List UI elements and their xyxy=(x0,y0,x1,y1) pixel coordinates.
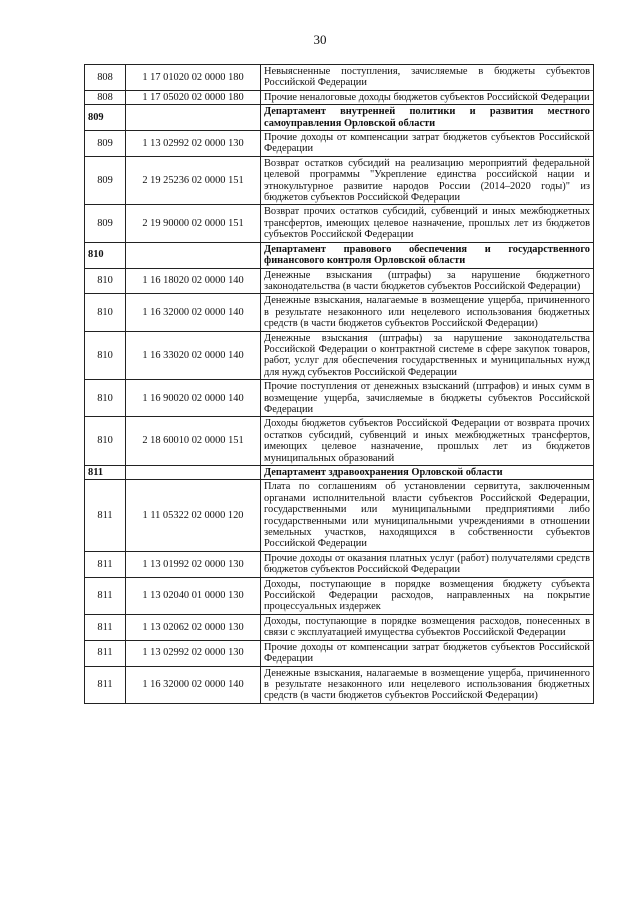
table-row xyxy=(85,666,594,703)
revenue-name-cell: Доходы, поступающие в порядке возмещения бюджету субъекта Российской Федерации расходов, направленных на покрытие процессуальных издержек xyxy=(261,577,594,614)
table-row xyxy=(85,90,594,104)
admin-code-cell: 811 xyxy=(85,640,126,666)
revenue-code-cell: 2 19 90000 02 0000 151 xyxy=(126,205,261,242)
table-row xyxy=(85,640,594,666)
admin-code-cell: 811 xyxy=(85,614,126,640)
admin-code-cell: 810 xyxy=(85,417,126,466)
revenue-codes-table xyxy=(84,64,594,704)
admin-code-cell: 810 xyxy=(85,380,126,417)
revenue-name-cell: Прочие доходы от компенсации затрат бюджетов субъектов Российской Федерации xyxy=(261,131,594,157)
admin-code-cell: 808 xyxy=(85,65,126,91)
revenue-code-cell: 1 16 90020 02 0000 140 xyxy=(126,380,261,417)
table-row xyxy=(85,156,594,205)
admin-code-cell: 810 xyxy=(85,268,126,294)
revenue-code-cell: 2 19 25236 02 0000 151 xyxy=(126,156,261,205)
revenue-name-cell: Денежные взыскания (штрафы) за нарушение бюджетного законодательства (в части бюджетов субъектов Российской Федерации) xyxy=(261,268,594,294)
revenue-name-cell: Доходы, поступающие в порядке возмещения расходов, понесенных в связи с эксплуатацией имущества субъектов Российской Федерации xyxy=(261,614,594,640)
revenue-code-cell: 1 16 18020 02 0000 140 xyxy=(126,268,261,294)
admin-code-cell: 811 xyxy=(85,480,126,551)
revenue-code-cell: 1 13 02992 02 0000 130 xyxy=(126,640,261,666)
revenue-name-cell: Денежные взыскания, налагаемые в возмещение ущерба, причиненного в результате незаконного или нецелевого использования бюджетных средств (в части бюджетов субъектов Российской Федерации) xyxy=(261,666,594,703)
admin-code-cell: 810 xyxy=(85,331,126,380)
table-body xyxy=(85,65,594,704)
table-row xyxy=(85,205,594,242)
admin-code-cell: 811 xyxy=(85,551,126,577)
revenue-name-cell: Денежные взыскания, налагаемые в возмещение ущерба, причиненного в результате незаконного или нецелевого использования бюджетных средств (в части бюджетов субъектов Российской Федерации) xyxy=(261,294,594,331)
admin-code-cell: 810 xyxy=(85,242,126,268)
admin-code-cell: 811 xyxy=(85,577,126,614)
table-row xyxy=(85,577,594,614)
revenue-code-cell: 1 16 32000 02 0000 140 xyxy=(126,294,261,331)
revenue-name-cell: Прочие доходы от компенсации затрат бюджетов субъектов Российской Федерации xyxy=(261,640,594,666)
revenue-name-cell: Прочие поступления от денежных взысканий (штрафов) и иных сумм в возмещение ущерба, зачисляемые в бюджеты субъектов Российской Федерации xyxy=(261,380,594,417)
admin-code-cell: 808 xyxy=(85,90,126,104)
department-row xyxy=(85,105,594,131)
revenue-code-cell: 2 18 60010 02 0000 151 xyxy=(126,417,261,466)
table-row xyxy=(85,551,594,577)
table-row xyxy=(85,417,594,466)
table-row xyxy=(85,131,594,157)
revenue-name-cell: Департамент внутренней политики и развития местного самоуправления Орловской области xyxy=(261,105,594,131)
revenue-name-cell: Денежные взыскания (штрафы) за нарушение законодательства Российской Федерации о контрактной системе в сфере закупок товаров, работ, услуг для обеспечения государственных и муниципальных нужд для нужд субъектов Российской Федерации xyxy=(261,331,594,380)
admin-code-cell: 809 xyxy=(85,131,126,157)
table-row xyxy=(85,614,594,640)
department-row xyxy=(85,242,594,268)
admin-code-cell: 809 xyxy=(85,105,126,131)
table-row xyxy=(85,380,594,417)
admin-code-cell: 811 xyxy=(85,666,126,703)
revenue-name-cell: Возврат прочих остатков субсидий, субвенций и иных межбюджетных трансфертов, имеющих целевое назначение, прошлых лет из бюджетов субъектов Российской Федерации xyxy=(261,205,594,242)
revenue-name-cell: Департамент здравоохранения Орловской области xyxy=(261,466,594,480)
revenue-name-cell: Прочие доходы от оказания платных услуг (работ) получателями средств бюджетов субъектов Российской Федерации xyxy=(261,551,594,577)
revenue-name-cell: Департамент правового обеспечения и государственного финансового контроля Орловской области xyxy=(261,242,594,268)
revenue-code-cell: 1 17 01020 02 0000 180 xyxy=(126,65,261,91)
revenue-code-cell: 1 17 05020 02 0000 180 xyxy=(126,90,261,104)
admin-code-cell: 811 xyxy=(85,466,126,480)
table-row xyxy=(85,480,594,551)
revenue-code-cell: 1 13 02040 01 0000 130 xyxy=(126,577,261,614)
page-number: 30 xyxy=(313,32,327,47)
revenue-name-cell: Плата по соглашениям об установлении сервитута, заключенным органами исполнительной власти субъектов Российской Федерации, государственными или муниципальными предприятиями либо государственными или муниципальными учреждениями в отношении земельных участков, находящихся в собственности субъектов Российской Федерации xyxy=(261,480,594,551)
table-row xyxy=(85,331,594,380)
table-row xyxy=(85,268,594,294)
revenue-code-cell xyxy=(126,466,261,480)
revenue-code-cell xyxy=(126,242,261,268)
revenue-name-cell: Возврат остатков субсидий на реализацию мероприятий федеральной целевой программы "Укрепление единства российской нации и этнокультурное развитие народов России (2014–2020 годы)" из бюджетов субъектов Российской Федерации xyxy=(261,156,594,205)
department-row xyxy=(85,466,594,480)
revenue-code-cell: 1 11 05322 02 0000 120 xyxy=(126,480,261,551)
revenue-name-cell: Доходы бюджетов субъектов Российской Федерации от возврата прочих остатков субсидий, субвенций и иных межбюджетных трансфертов, имеющих целевое назначение, прошлых лет из бюджетов муниципальных образований xyxy=(261,417,594,466)
admin-code-cell: 809 xyxy=(85,205,126,242)
revenue-name-cell: Невыясненные поступления, зачисляемые в бюджеты субъектов Российской Федерации xyxy=(261,65,594,91)
admin-code-cell: 809 xyxy=(85,156,126,205)
revenue-code-cell xyxy=(126,105,261,131)
revenue-name-cell: Прочие неналоговые доходы бюджетов субъектов Российской Федерации xyxy=(261,90,594,104)
admin-code-cell: 810 xyxy=(85,294,126,331)
revenue-code-cell: 1 16 33020 02 0000 140 xyxy=(126,331,261,380)
revenue-code-cell: 1 13 01992 02 0000 130 xyxy=(126,551,261,577)
table-row xyxy=(85,294,594,331)
table-row xyxy=(85,65,594,91)
revenue-code-cell: 1 13 02062 02 0000 130 xyxy=(126,614,261,640)
revenue-code-cell: 1 13 02992 02 0000 130 xyxy=(126,131,261,157)
revenue-code-cell: 1 16 32000 02 0000 140 xyxy=(126,666,261,703)
